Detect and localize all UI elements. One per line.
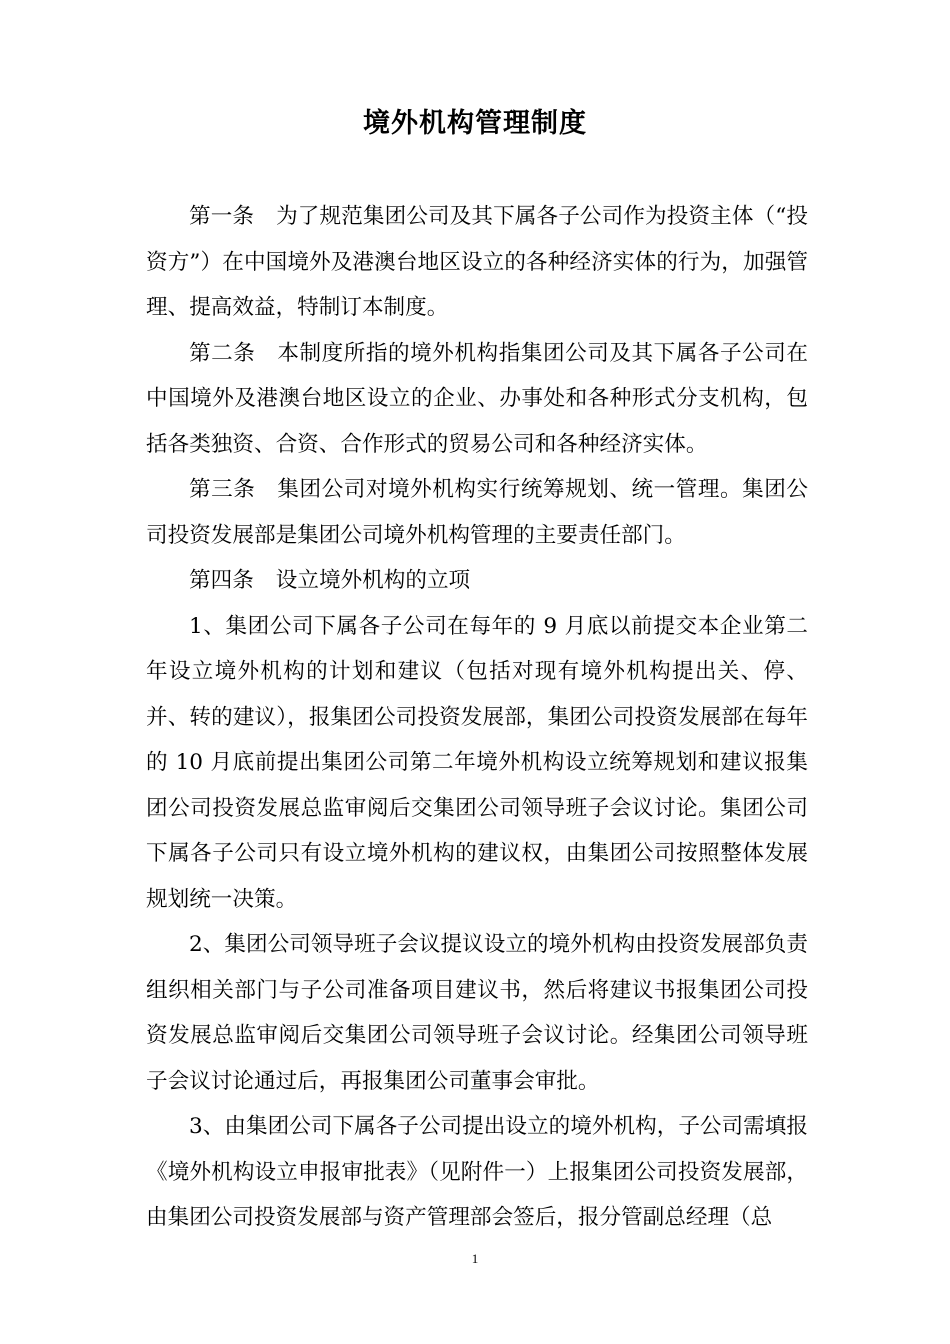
paragraph-text: 3、由集团公司下属各子公司提出设立的境外机构，子公司需填报《境外机构设立申报审批表》（见附件一）上报集团公司投资发展部，由集团公司投资发展部与资产管理部会签后，报分管副总经理（总 xyxy=(146,1114,808,1230)
article-label: 第一条 xyxy=(189,204,255,229)
paragraph-article-2 xyxy=(146,331,808,468)
paragraph-item-2 xyxy=(146,922,808,1104)
paragraph-text: 1、集团公司下属各子公司在每年的 9 月底以前提交本企业第二年设立境外机构的计划和建议（包括对现有境外机构提出关、停、并、转的建议），报集团公司投资发展部，集团公司投资发展部在每年的 10 月底前提出集团公司第二年境外机构设立统筹规划和建议报集团公司投资发展总监审阅后交集团公司领导班子会议讨论。集团公司下属各子公司只有设立境外机构的建议权，由集团公司按照整体发展规划统一决策。 xyxy=(146,613,808,912)
paragraph-text: 2、集团公司领导班子会议提议设立的境外机构由投资发展部负责组织相关部门与子公司准备项目建议书，然后将建议书报集团公司投资发展总监审阅后交集团公司领导班子会议讨论。经集团公司领导班子会议讨论通过后，再报集团公司董事会审批。 xyxy=(146,932,808,1094)
paragraph-text: 集团公司对境外机构实行统筹规划、统一管理。集团公司投资发展部是集团公司境外机构管理的主要责任部门。 xyxy=(146,477,808,548)
article-label: 第三条 xyxy=(189,477,256,502)
paragraph-text: 为了规范集团公司及其下属各子公司作为投资主体（“投资方”）在中国境外及港澳台地区设立的各种经济实体的行为，加强管理、提高效益，特制订本制度。 xyxy=(146,204,808,320)
paragraph-article-4 xyxy=(146,558,808,604)
paragraph-text: 本制度所指的境外机构指集团公司及其下属各子公司在中国境外及港澳台地区设立的企业、办事处和各种形式分支机构，包括各类独资、合资、合作形式的贸易公司和各种经济实体。 xyxy=(146,340,808,457)
document-body xyxy=(146,194,808,1241)
paragraph-item-3 xyxy=(146,1104,808,1241)
paragraph-article-3 xyxy=(146,467,808,558)
article-label: 第四条 xyxy=(189,568,254,593)
document-title: 境外机构管理制度 xyxy=(363,108,587,139)
article-label: 第二条 xyxy=(189,340,256,366)
paragraph-article-1 xyxy=(146,194,808,331)
paragraph-text: 设立境外机构的立项 xyxy=(275,568,471,593)
page-number: 1 xyxy=(471,1251,479,1266)
paragraph-item-1 xyxy=(146,604,808,923)
